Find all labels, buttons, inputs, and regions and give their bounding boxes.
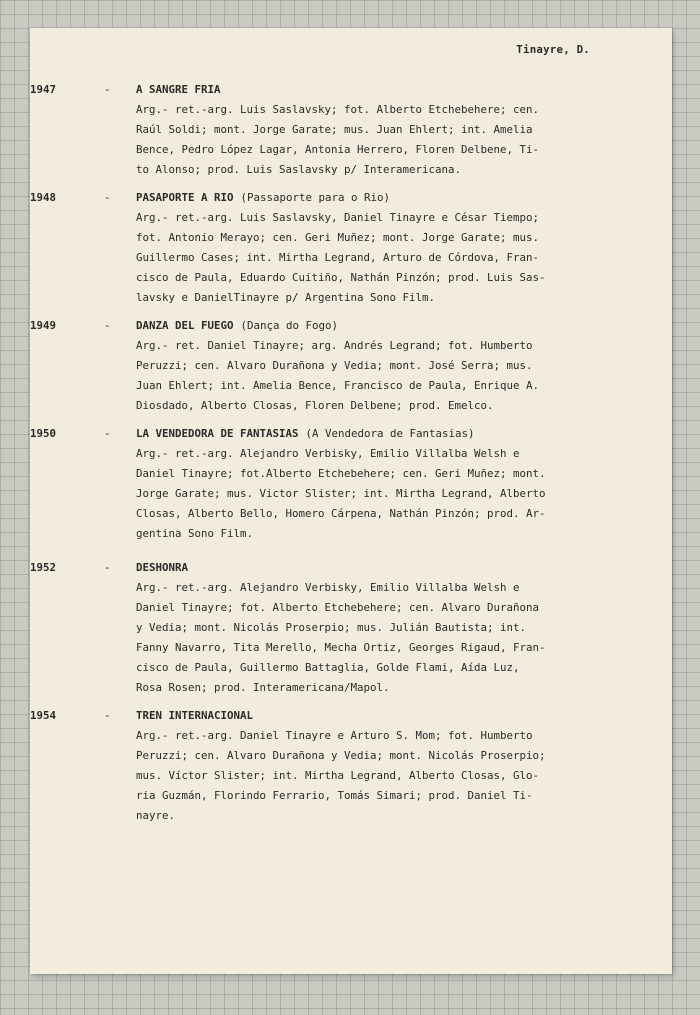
credit-line: Arg.- ret. Daniel Tinayre; arg. Andrés Legrand; fot. Humberto xyxy=(136,339,533,352)
credit-line: Closas, Alberto Bello, Homero Cárpena, Nathán Pinzón; prod. Ar- xyxy=(136,507,546,520)
entry-credits xyxy=(136,726,646,826)
credit-line: Daniel Tinayre; fot. Alberto Etchebehere; cen. Alvaro Durañona xyxy=(136,601,540,614)
entry-1950 xyxy=(30,424,646,544)
filmography-card xyxy=(30,28,672,974)
credit-line: lavsky e DanielTinayre p/ Argentina Sono Film. xyxy=(136,291,436,304)
credit-line: gentina Sono Film. xyxy=(136,527,254,540)
credit-line: Peruzzi; cen. Alvaro Durañona y Vedia; mont. Nicolás Proserpio; xyxy=(136,749,546,762)
entry-subtitle: (Passaporte para o Rio) xyxy=(240,191,391,204)
entry-heading xyxy=(30,188,646,208)
entry-dash: - xyxy=(104,83,111,96)
credit-line: y Vedia; mont. Nicolás Proserpio; mus. Julián Bautista; int. xyxy=(136,621,527,634)
credit-line: Arg.- ret.-arg. Daniel Tinayre e Arturo S. Mom; fot. Humberto xyxy=(136,729,533,742)
credit-line: Arg.- ret.-arg. Alejandro Verbisky, Emilio Villalba Welsh e xyxy=(136,581,520,594)
entry-year: 1950 xyxy=(30,427,57,440)
entry-year: 1954 xyxy=(30,709,57,722)
entry-credits xyxy=(136,578,646,698)
entry-1947 xyxy=(30,80,646,180)
entry-dash: - xyxy=(104,191,111,204)
entry-heading xyxy=(30,706,646,726)
entry-dash: - xyxy=(104,709,111,722)
credit-line: Jorge Garate; mus. Victor Slister; int. Mirtha Legrand, Alberto xyxy=(136,487,546,500)
credit-line: nayre. xyxy=(136,809,176,822)
credit-line: Rosa Rosen; prod. Interamericana/Mapol. xyxy=(136,681,390,694)
credit-line: Bence, Pedro López Lagar, Antonia Herrero, Floren Delbene, Ti- xyxy=(136,143,540,156)
entry-subtitle: (A Vendedora de Fantasias) xyxy=(305,427,475,440)
entry-heading xyxy=(30,424,646,444)
entry-credits xyxy=(136,100,646,180)
credit-line: Guillermo Cases; int. Mirtha Legrand, Arturo de Córdova, Fran- xyxy=(136,251,540,264)
entry-year: 1949 xyxy=(30,319,57,332)
entry-heading xyxy=(30,558,646,578)
credit-line: Daniel Tinayre; fot.Alberto Etchebehere; cen. Geri Muñez; mont. xyxy=(136,467,546,480)
entry-credits xyxy=(136,208,646,308)
credit-line: Arg.- ret.-arg. Alejandro Verbisky, Emilio Villalba Welsh e xyxy=(136,447,520,460)
entry-1954 xyxy=(30,706,646,826)
entry-title: DANZA DEL FUEGO xyxy=(136,319,234,332)
credit-line: Raúl Soldi; mont. Jorge Garate; mus. Juan Ehlert; int. Amelia xyxy=(136,123,533,136)
entry-dash: - xyxy=(104,561,111,574)
entry-title: DESHONRA xyxy=(136,561,189,574)
entry-title: PASAPORTE A RIO xyxy=(136,191,234,204)
entry-1948 xyxy=(30,188,646,308)
entry-subtitle: (Dança do Fogo) xyxy=(240,319,339,332)
entry-dash: - xyxy=(104,319,111,332)
entry-year: 1947 xyxy=(30,83,57,96)
credit-line: Fanny Navarro, Tita Merello, Mecha Ortiz, Georges Rigaud, Fran- xyxy=(136,641,546,654)
entry-heading xyxy=(30,316,646,336)
credit-line: Diosdado, Alberto Closas, Floren Delbene; prod. Emelco. xyxy=(136,399,494,412)
entry-credits xyxy=(136,444,646,544)
credit-line: cisco de Paula, Eduardo Cuitiño, Nathán Pinzón; prod. Luis Sas- xyxy=(136,271,546,284)
entry-year: 1948 xyxy=(30,191,57,204)
credit-line: to Alonso; prod. Luis Saslavsky p/ Interamericana. xyxy=(136,163,462,176)
entry-dash: - xyxy=(104,427,111,440)
credit-line: Arg.- ret.-arg. Luis Saslavsky; fot. Alberto Etchebehere; cen. xyxy=(136,103,540,116)
entry-heading xyxy=(30,80,646,100)
credit-line: ria Guzmán, Florindo Ferrario, Tomás Simari; prod. Daniel Ti- xyxy=(136,789,533,802)
entry-credits xyxy=(136,336,646,416)
entry-title: TREN INTERNACIONAL xyxy=(136,709,254,722)
credit-line: cisco de Paula, Guillermo Battaglia, Golde Flami, Aída Luz, xyxy=(136,661,520,674)
entry-1952 xyxy=(30,558,646,698)
credit-line: Juan Ehlert; int. Amelia Bence, Francisco de Paula, Enrique A. xyxy=(136,379,540,392)
entry-year: 1952 xyxy=(30,561,57,574)
entry-title: LA VENDEDORA DE FANTASIAS xyxy=(136,427,299,440)
credit-line: fot. Antonio Merayo; cen. Geri Muñez; mont. Jorge Garate; mus. xyxy=(136,231,540,244)
entry-title: A SANGRE FRIA xyxy=(136,83,221,96)
credit-line: Arg.- ret.-arg. Luis Saslavsky, Daniel Tinayre e César Tiempo; xyxy=(136,211,540,224)
credit-line: Peruzzi; cen. Alvaro Durañona y Vedia; mont. José Serra; mus. xyxy=(136,359,533,372)
credit-line: mus. Víctor Slister; int. Mirtha Legrand, Alberto Closas, Glo- xyxy=(136,769,540,782)
card-header-name: Tinayre, D. xyxy=(516,43,590,56)
entry-1949 xyxy=(30,316,646,416)
